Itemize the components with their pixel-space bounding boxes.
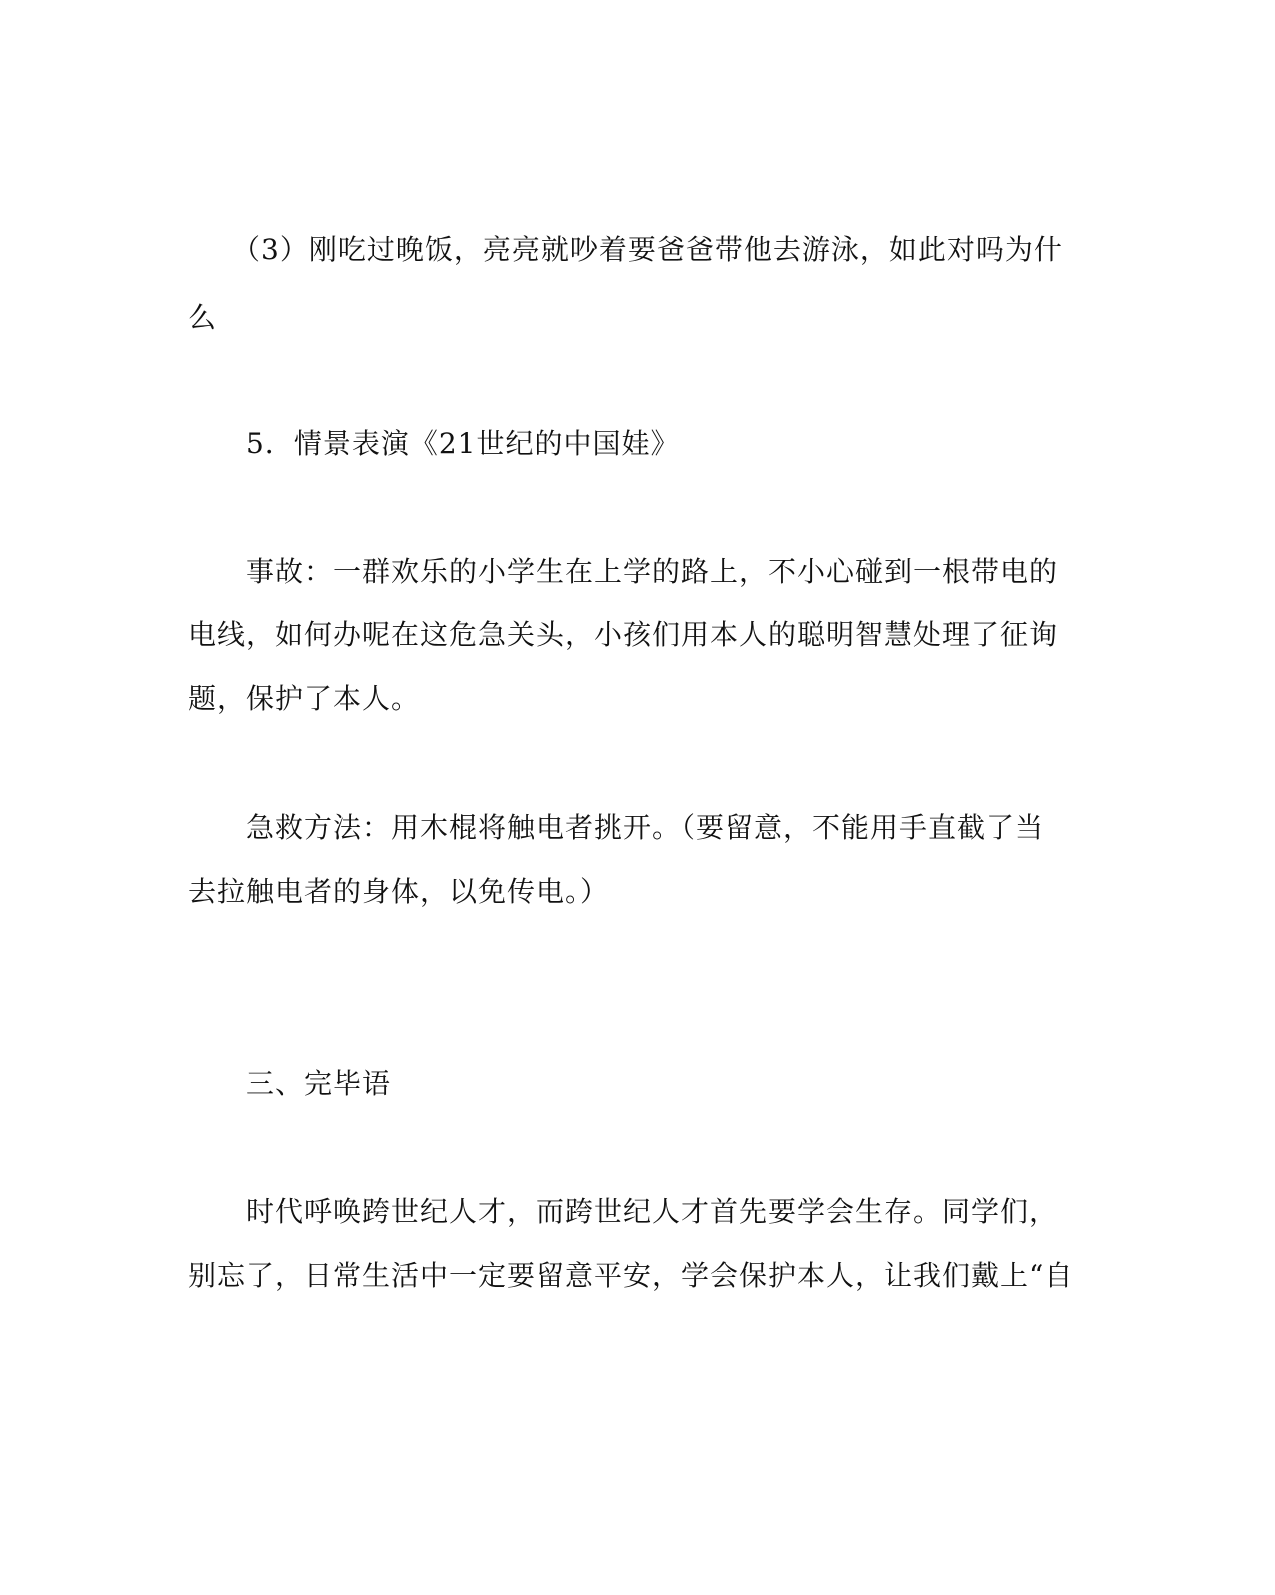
accident-line-1: 事故：一群欢乐的小学生在上学的路上，不小心碰到一根带电的 [188,555,1059,588]
first-aid-line-2: 去拉触电者的身体，以免传电。） [188,875,610,908]
accident-line-2: 电线，如何办呢在这危急关头，小孩们用本人的聪明智慧处理了征询 [188,618,1059,651]
section-3-heading: 三、完毕语 [188,1067,392,1100]
closing-line-1: 时代呼唤跨世纪人才，而跨世纪人才首先要学会生存。同学们， [188,1195,1059,1228]
accident-line-3: 题，保护了本人。 [188,682,421,715]
question-3-line-1: （3）刚吃过晚饭，亮亮就吵着要爸爸带他去游泳，如此对吗为什 [188,233,1063,266]
item-5-heading: 5．情景表演《21世纪的中国娃》 [188,427,680,460]
first-aid-line-1: 急救方法：用木棍将触电者挑开。（要留意，不能用手直截了当 [188,811,1045,844]
closing-line-2: 别忘了，日常生活中一定要留意平安，学会保护本人，让我们戴上“自 [188,1259,1074,1292]
question-3-line-2: 么 [188,301,218,334]
